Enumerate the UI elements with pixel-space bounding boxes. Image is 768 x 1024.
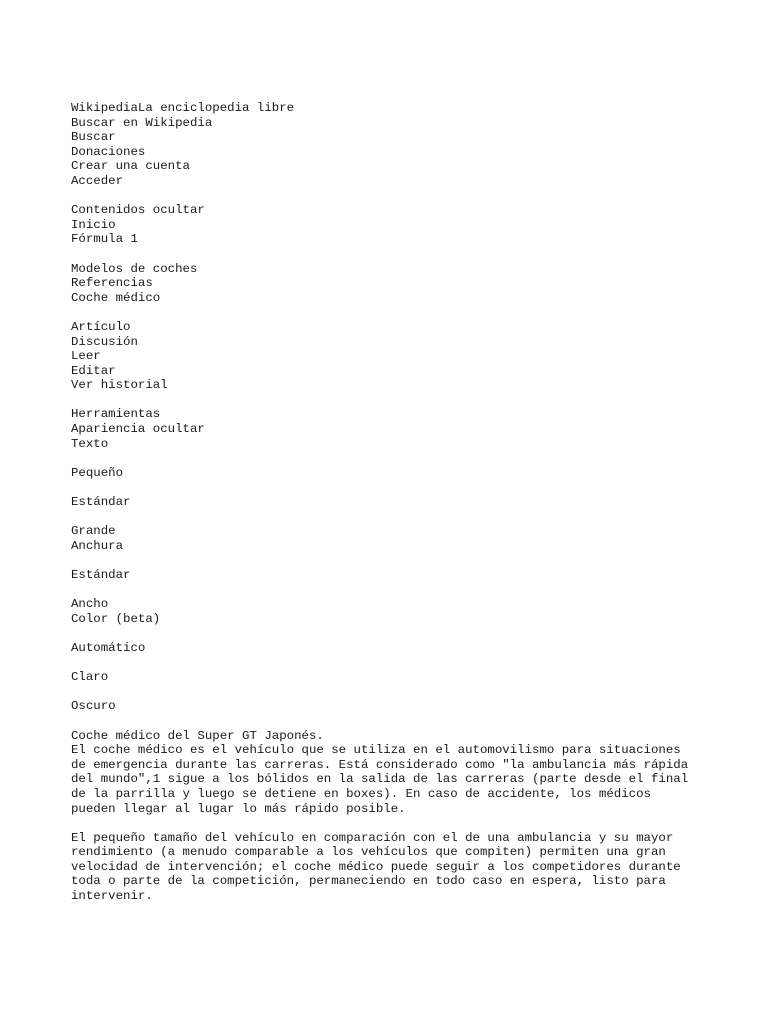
toc-item-inicio[interactable]: Inicio	[71, 217, 116, 232]
paragraph-2-line: toda o parte de la competición, permaneciendo en todo caso en espera, listo para	[71, 874, 666, 889]
toc-item-formula-1[interactable]: Fórmula 1	[71, 232, 138, 247]
image-caption: Coche médico del Super GT Japonés.	[71, 728, 324, 743]
paragraph-1-line: pueden llegar al lugar lo más rápido posible.	[71, 801, 406, 816]
create-account-link[interactable]: Crear una cuenta	[71, 159, 190, 174]
color-dark-option[interactable]: Oscuro	[71, 699, 116, 714]
tab-discussion[interactable]: Discusión	[71, 334, 138, 349]
tools-menu[interactable]: Herramientas	[71, 407, 161, 422]
page-content	[71, 101, 711, 904]
paragraph-1-line: El coche médico es el vehículo que se utiliza en el automovilismo para situaciones	[71, 743, 681, 758]
search-button[interactable]: Buscar	[71, 130, 116, 145]
paragraph-2-line: intervenir.	[71, 889, 153, 904]
toc-toggle[interactable]: Contenidos ocultar	[71, 203, 205, 218]
toc-item-referencias[interactable]: Referencias	[71, 276, 153, 291]
wikipedia-logo-link[interactable]: WikipediaLa enciclopedia libre	[71, 101, 295, 115]
paragraph-1-line: del mundo",1 sigue a los bólidos en la salida de las carreras (parte desde el final	[71, 772, 689, 787]
color-label: Color (beta)	[71, 611, 161, 626]
page-title: Coche médico	[71, 290, 161, 305]
text-size-standard-option[interactable]: Estándar	[71, 495, 131, 510]
text-size-small-option[interactable]: Pequeño	[71, 465, 124, 480]
search-label[interactable]: Buscar en Wikipedia	[71, 115, 213, 130]
color-auto-option[interactable]: Automático	[71, 640, 146, 655]
toc-item-modelos[interactable]: Modelos de coches	[71, 261, 198, 276]
tab-article[interactable]: Artículo	[71, 319, 131, 334]
donate-link[interactable]: Donaciones	[71, 144, 146, 159]
paragraph-1-line: de emergencia durante las carreras. Está considerado como "la ambulancia más rápida	[71, 757, 689, 772]
tab-read[interactable]: Leer	[71, 349, 101, 364]
color-light-option[interactable]: Claro	[71, 670, 109, 685]
paragraph-2-line: El pequeño tamaño del vehículo en comparación con el de una ambulancia y su mayor	[71, 830, 674, 845]
paragraph-2-line: velocidad de intervención; el coche médico puede seguir a los competidores durante	[71, 859, 681, 874]
paragraph-2-line: rendimiento (a menudo comparable a los vehículos que compiten) permiten una gran	[71, 845, 666, 860]
width-label: Anchura	[71, 538, 124, 553]
tab-edit[interactable]: Editar	[71, 363, 116, 378]
text-size-large-option[interactable]: Grande	[71, 524, 116, 539]
paragraph-1-line: de la parrilla y luego se detiene en boxes). En caso de accidente, los médicos	[71, 786, 651, 801]
tab-history[interactable]: Ver historial	[71, 378, 168, 393]
text-size-label: Texto	[71, 436, 109, 451]
appearance-toggle[interactable]: Apariencia ocultar	[71, 422, 205, 437]
width-wide-option[interactable]: Ancho	[71, 597, 109, 612]
login-link[interactable]: Acceder	[71, 173, 124, 188]
width-standard-option[interactable]: Estándar	[71, 568, 131, 582]
